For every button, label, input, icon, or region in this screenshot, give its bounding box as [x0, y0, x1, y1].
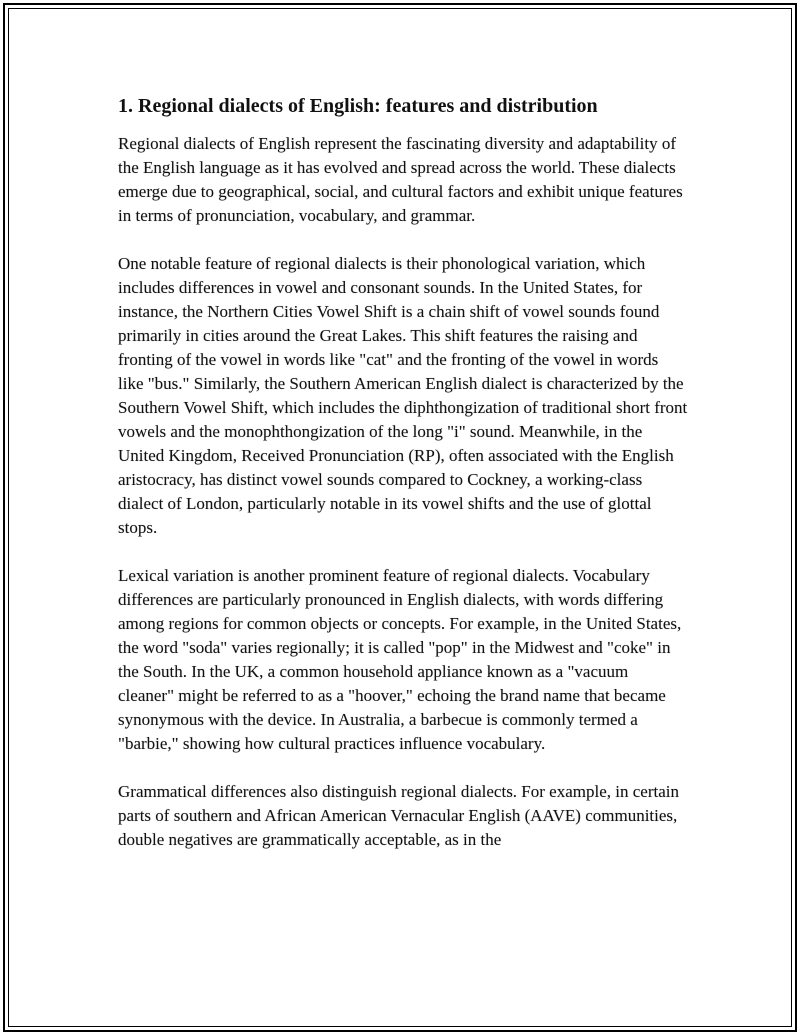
document-body — [118, 92, 688, 876]
section-heading: 1. Regional dialects of English: features and distribution — [118, 95, 598, 117]
paragraph-lexical: Lexical variation is another prominent feature of regional dialects. Vocabulary differences are particularly pronounced in English dialects, with words differing among regions for common objects or concepts. For example, in the United States, the word "soda" varies regionally; it is called "pop" in the Midwest and "coke" in the South. In the UK, a common household appliance known as a "vacuum cleaner" might be referred to as a "hoover," echoing the brand name that became synonymous with the device. In Australia, a barbecue is commonly termed a "barbie," showing how cultural practices influence vocabulary. — [118, 566, 682, 753]
paragraph-grammatical: Grammatical differences also distinguish regional dialects. For example, in certain parts of southern and African American Vernacular English (AAVE) communities, double negatives are grammatically acceptable, as in the — [118, 782, 679, 849]
paragraph-phonological: One notable feature of regional dialects is their phonological variation, which includes differences in vowel and consonant sounds. In the United States, for instance, the Northern Cities Vowel Shift is a chain shift of vowel sounds found primarily in cities around the Great Lakes. This shift features the raising and fronting of the vowel in words like "cat" and the fronting of the vowel in words like "bus." Similarly, the Southern American English dialect is characterized by the Southern Vowel Shift, which includes the diphthongization of traditional short front vowels and the monophthongization of the long "i" sound. Meanwhile, in the United Kingdom, Received Pronunciation (RP), often associated with the English aristocracy, has distinct vowel sounds compared to Cockney, a working-class dialect of London, particularly notable in its vowel shifts and the use of glottal stops. — [118, 254, 688, 537]
paragraph-intro: Regional dialects of English represent the fascinating diversity and adaptability of the English language as it has evolved and spread across the world. These dialects emerge due to geographical, social, and cultural factors and exhibit unique features in terms of pronunciation, vocabulary, and grammar. — [118, 134, 683, 225]
